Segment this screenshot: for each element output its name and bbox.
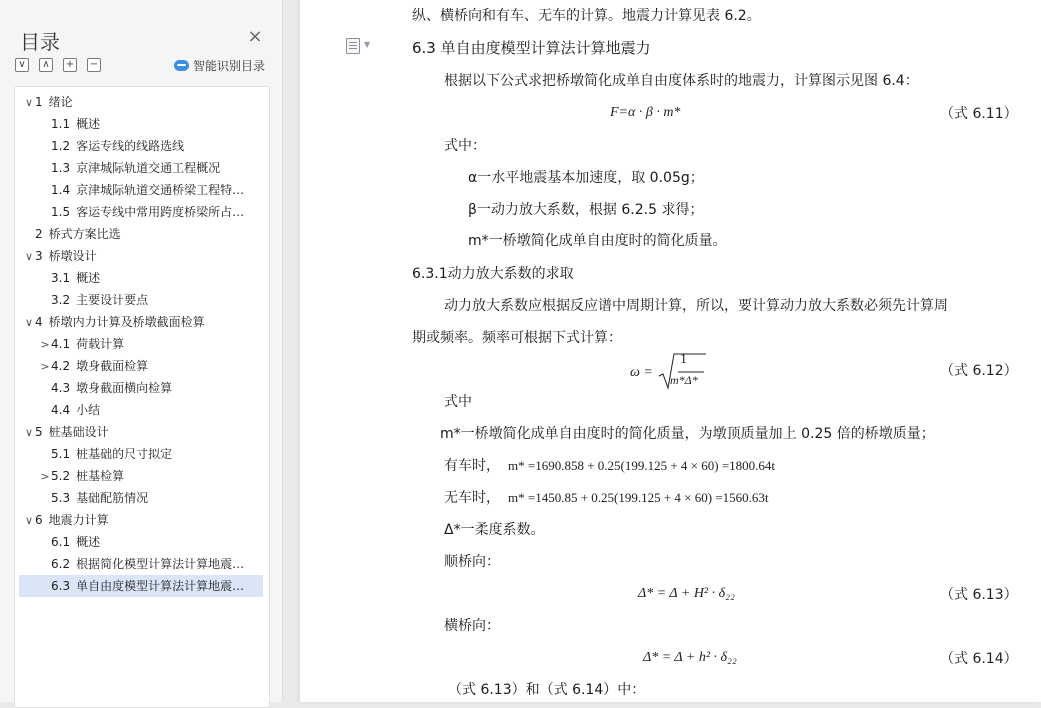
toc-item-number: 1.2	[51, 139, 71, 153]
equation-6-14: Δ* = Δ + h² · δ₂₂	[643, 650, 737, 665]
toc-item-number: 1	[35, 95, 43, 109]
toc-item[interactable]	[19, 575, 263, 597]
toc-item-label: 客运专线的线路选线	[76, 139, 185, 153]
remove-heading-button[interactable]: −	[87, 58, 101, 72]
toc-item-label: 荷载计算	[76, 337, 125, 351]
toc-item[interactable]	[19, 311, 263, 333]
toc-item-label: 京津城际轨道交通桥梁工程特…	[76, 183, 245, 197]
toc-item[interactable]	[19, 443, 263, 465]
toc-item-label: 墩身截面横向检算	[76, 381, 173, 395]
toc-item[interactable]	[19, 135, 263, 157]
equation-6-13: Δ* = Δ + H² · δ₂₂	[638, 586, 735, 601]
equation-number-6-14: （式 6.14）	[940, 651, 1018, 667]
toc-item-label: 桩基础设计	[48, 425, 109, 439]
smart-toc-label: 智能识别目录	[193, 59, 266, 73]
toc-item-number: 5.1	[51, 447, 71, 461]
toc-item-number: 6.1	[51, 535, 71, 549]
toc-item[interactable]	[19, 113, 263, 135]
toc-item-label: 概述	[76, 117, 101, 131]
toc-item[interactable]	[19, 157, 263, 179]
toc-item-label: 墩身截面检算	[76, 359, 149, 373]
where-label-2: 式中	[444, 394, 472, 410]
no-car-label: 无车时，	[444, 490, 500, 506]
chevron-right-icon[interactable]: >	[40, 360, 50, 373]
mass-definition: m*一桥墩简化成单自由度时的简化质量。	[468, 233, 727, 249]
paragraph-2-line-2: 期或频率。频率可根据下式计算：	[412, 330, 622, 346]
toc-item-label: 绪论	[48, 95, 73, 109]
toc-item-number: 4.4	[51, 403, 71, 417]
paragraph-2-line-1: 动力放大系数应根据反应谱中周期计算，所以，要计算动力放大系数必须先计算周	[444, 298, 948, 314]
equation-6-11: F=α · β · m*	[610, 105, 681, 120]
chevron-right-icon[interactable]: >	[40, 338, 50, 351]
toc-item-label: 桩基础的尺寸拟定	[76, 447, 173, 461]
chevron-down-icon[interactable]: ∨	[24, 426, 34, 439]
toc-item-label: 概述	[76, 271, 101, 285]
toc-item-label: 桩基检算	[76, 469, 125, 483]
equation-6-12-numerator: 1	[680, 352, 687, 367]
toc-item[interactable]	[19, 355, 263, 377]
paragraph-1: 根据以下公式求把桥墩简化成单自由度体系时的地震力，计算图示见图 6.4：	[444, 73, 919, 89]
toc-item[interactable]	[19, 91, 263, 113]
no-car-equation: m* =1450.85 + 0.25(199.125 + 4 × 60) =1560.63t	[508, 490, 769, 505]
toc-item-number: 5.2	[51, 469, 71, 483]
toc-item-label: 地震力计算	[48, 513, 109, 527]
toc-item-label: 桥式方案比选	[48, 227, 121, 241]
delta-definition: Δ*一柔度系数。	[444, 522, 545, 538]
toc-item-label: 小结	[76, 403, 101, 417]
toc-item[interactable]	[19, 531, 263, 553]
toc-item-label: 单自由度模型计算法计算地震…	[76, 579, 245, 593]
toc-item-label: 京津城际轨道交通工程概况	[76, 161, 221, 175]
toc-item[interactable]	[19, 553, 263, 575]
collapse-all-button[interactable]: ∨	[15, 58, 29, 72]
toc-item-number: 3	[35, 249, 43, 263]
toc-item-label: 主要设计要点	[76, 293, 149, 307]
transverse-label: 横桥向：	[444, 618, 500, 634]
toc-item[interactable]	[19, 267, 263, 289]
longitudinal-label: 顺桥向：	[444, 554, 500, 570]
toc-item[interactable]	[19, 399, 263, 421]
toc-item-number: 3.2	[51, 293, 71, 307]
toc-item-number: 5	[35, 425, 43, 439]
toc-item-label: 客运专线中常用跨度桥梁所占…	[76, 205, 245, 219]
toc-item-label: 桥墩设计	[48, 249, 97, 263]
toc-item-number: 1.4	[51, 183, 71, 197]
with-car-label: 有车时，	[444, 458, 500, 474]
toc-item[interactable]	[19, 333, 263, 355]
toc-item-number: 6.3	[51, 579, 71, 593]
beta-definition: β一动力放大系数，根据 6.2.5 求得；	[468, 202, 704, 218]
chevron-down-icon[interactable]: ∨	[24, 250, 34, 263]
mass-definition-2: m*一桥墩简化成单自由度时的简化质量，为墩顶质量加上 0.25 倍的桥墩质量；	[440, 426, 935, 442]
where-label: 式中：	[444, 138, 486, 154]
toc-item-number: 5.3	[51, 491, 71, 505]
toc-item[interactable]	[19, 509, 263, 531]
bottom-line: （式 6.13）和（式 6.14）中：	[448, 682, 646, 698]
toc-item-number: 6	[35, 513, 43, 527]
with-car-equation: m* =1690.858 + 0.25(199.125 + 4 × 60) =1800.64t	[508, 458, 776, 473]
toc-item[interactable]	[19, 201, 263, 223]
toc-list	[14, 86, 270, 708]
close-icon[interactable]: ×	[247, 26, 263, 47]
toc-item-label: 基础配筋情况	[76, 491, 149, 505]
toc-item-number: 4	[35, 315, 43, 329]
chevron-down-icon[interactable]: ∨	[24, 96, 34, 109]
toc-item-number: 3.1	[51, 271, 71, 285]
section-heading-6-3: 6.3 单自由度模型计算法计算地震力	[412, 39, 651, 57]
chevron-right-icon[interactable]: >	[40, 470, 50, 483]
toc-item-label: 概述	[76, 535, 101, 549]
document-outline-icon[interactable]	[346, 38, 360, 54]
sidebar-title: 目录	[20, 30, 60, 54]
page-gutter	[283, 0, 299, 702]
toc-item-number: 4.3	[51, 381, 71, 395]
toc-item-number: 1.3	[51, 161, 71, 175]
section-heading-6-3-1: 6.3.1动力放大系数的求取	[412, 266, 574, 282]
equation-6-12-denominator: m*Δ*	[670, 373, 698, 387]
toc-toolbar	[15, 58, 101, 74]
toc-item-number: 4.1	[51, 337, 71, 351]
partial-top-line: 纵、横桥向和有车、无车的计算。地震力计算见表 6.2。	[412, 8, 761, 24]
smart-toc-button[interactable]	[174, 57, 265, 74]
toc-item-number: 1.1	[51, 117, 71, 131]
smart-cloud-icon	[174, 60, 189, 71]
alpha-definition: α一水平地震基本加速度，取 0.05g；	[468, 170, 704, 186]
equation-number-6-13: （式 6.13）	[940, 587, 1018, 603]
equation-6-12-lhs: ω =	[630, 365, 653, 380]
toc-item-number: 2	[35, 227, 43, 241]
toc-sidebar	[0, 0, 283, 702]
toc-item[interactable]	[19, 245, 263, 267]
toc-item[interactable]	[19, 421, 263, 443]
document-page	[300, 0, 1041, 702]
add-heading-button[interactable]: +	[63, 58, 77, 72]
equation-number-6-12: （式 6.12）	[940, 363, 1018, 379]
toc-item-label: 根据简化模型计算法计算地震…	[76, 557, 245, 571]
toc-item-label: 桥墩内力计算及桥墩截面检算	[48, 315, 205, 329]
toc-item[interactable]	[19, 465, 263, 487]
chevron-down-icon[interactable]: ∨	[24, 316, 34, 329]
toc-item[interactable]	[19, 179, 263, 201]
chevron-down-icon[interactable]: ▼	[364, 40, 371, 49]
toc-item[interactable]	[19, 377, 263, 399]
toc-item[interactable]	[19, 289, 263, 311]
expand-all-button[interactable]: ∧	[39, 58, 53, 72]
chevron-down-icon[interactable]: ∨	[24, 514, 34, 527]
equation-number-6-11: （式 6.11）	[940, 106, 1018, 122]
toc-item[interactable]	[19, 487, 263, 509]
toc-item-number: 1.5	[51, 205, 71, 219]
toc-item-number: 4.2	[51, 359, 71, 373]
toc-item-number: 6.2	[51, 557, 71, 571]
toc-item[interactable]	[19, 223, 263, 245]
